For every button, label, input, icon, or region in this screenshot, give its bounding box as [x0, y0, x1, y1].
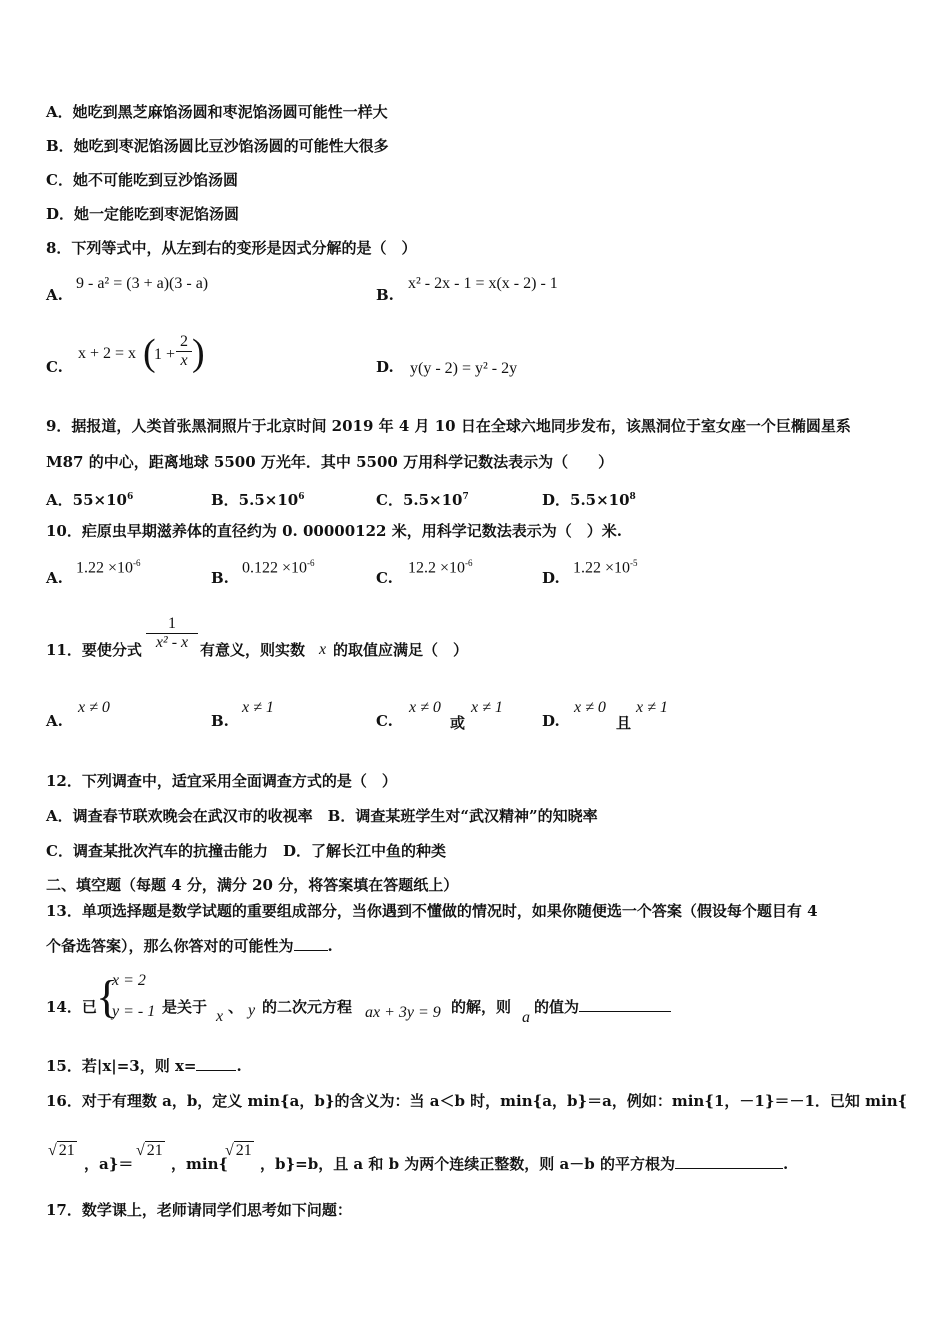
q8-c-label: C.	[46, 358, 63, 376]
q9-line1: 9．据报道，人类首张黑洞照片于北京时间 2019 年 4 月 10 日在全球六地同步发布，该黑洞位于室女座一个巨椭圆星系	[46, 417, 851, 435]
q17-stem: 17．数学课上，老师请同学们思考如下问题：	[46, 1201, 352, 1219]
q15: 15．若|x|=3，则 x= .	[46, 1057, 242, 1075]
q16-line1: 16．对于有理数 a，b，定义 min{a，b}的含义为：当 a＜b 时，min{a，b}＝a，例如：min{1，－1}＝－1．已知 min{	[46, 1092, 908, 1110]
q14-t2: 的二次元方程	[262, 998, 353, 1016]
q14-brace: {	[96, 971, 119, 1022]
q10-b-label: B.	[211, 569, 229, 587]
q11-fraction	[146, 615, 198, 652]
q11-den: x² - x	[146, 633, 198, 652]
q14-eq: ax + 3y = 9	[365, 1004, 441, 1021]
q8-c-num: 2	[180, 333, 188, 350]
q11-b-expr: x ≠ 1	[242, 699, 274, 716]
q11-d-expr1: x ≠ 0	[574, 699, 606, 716]
q10-d-val: $1.22 \times 10^{-5}$	[573, 558, 638, 577]
q11-var: x	[319, 641, 327, 658]
q14-v2: y	[248, 1002, 256, 1019]
q10-c-label: C.	[376, 569, 393, 587]
q8-c-one: 1 +	[154, 346, 176, 363]
q11-c-expr2: x ≠ 1	[471, 699, 503, 716]
q14-t1: 是关于	[162, 998, 208, 1016]
q11-num: 1	[168, 615, 176, 632]
q10-a-val: $1.22 \times 10^{-6}$	[76, 558, 141, 577]
q9-option-d: D．$5.5\times 10^8$	[542, 491, 636, 509]
q12-stem: 12．下列调查中，适宜采用全面调查方式的是（ ）	[46, 772, 397, 790]
q13-line1: 13．单项选择题是数学试题的重要组成部分，当你遇到不懂做的情况时，如果你随便选一个答案（假设每个题目有 4	[46, 902, 818, 920]
q14-v1: x	[216, 1008, 224, 1025]
q11-a-expr: x ≠ 0	[78, 699, 110, 716]
q14-eq2: y = - 1	[112, 1003, 156, 1020]
q8-a-label: A.	[46, 286, 63, 304]
q14-sep: 、	[228, 998, 244, 1016]
q10-d-label: D.	[542, 569, 560, 587]
q9-line2: M87 的中心，距离地球 5500 万光年．其中 5500 万用科学记数法表示为（ ）	[46, 453, 614, 471]
q11-c-label: C.	[376, 712, 393, 730]
q16-sqrt-2-rad: 21	[146, 1142, 163, 1159]
q12-options-cd: C．调查某批次汽车的抗撞击能力 D．了解长江中鱼的种类	[46, 842, 446, 860]
q9-option-b: B．$5.5\times 10^6$	[211, 491, 305, 509]
q14-answer-blank[interactable]	[579, 997, 671, 1012]
q12-options-ab: A．调查春节联欢晚会在武汉市的收视率 B．调查某班学生对“武汉精神”的知晓率	[46, 807, 598, 825]
q13-line2: 个备选答案），那么你答对的可能性为 .	[46, 937, 333, 955]
q11-d-expr2: x ≠ 1	[636, 699, 668, 716]
q7-option-d: D．她一定能吃到枣泥馅汤圆	[46, 205, 240, 223]
section-2-heading: 二、填空题（每题 4 分，满分 20 分，将答案填在答题纸上）	[46, 876, 459, 894]
q11-pre: 11．要使分式	[46, 641, 142, 659]
q8-c-fraction	[176, 333, 192, 370]
q9-option-a: A．$55\times 10^6$	[46, 491, 134, 509]
q9-option-c: C．$5.5\times 10^7$	[376, 491, 469, 509]
q16-sqrt-1: √ 21	[48, 1142, 75, 1159]
q11-d-conj: 且	[616, 714, 632, 732]
q14-t3: 的解，则	[451, 998, 512, 1016]
q16-sqrt-2: √ 21	[136, 1142, 163, 1159]
q11-d-label: D.	[542, 712, 560, 730]
q14-eq1: x = 2	[112, 972, 146, 989]
q8-d-expr: y(y - 2) = y² - 2y	[410, 360, 518, 377]
q8-c-rparen: )	[192, 332, 205, 374]
q8-b-expr: x² - 2x - 1 = x(x - 2) - 1	[408, 275, 558, 292]
q16-answer-blank[interactable]	[675, 1154, 783, 1169]
q8-a-expr: 9 - a² = (3 + a)(3 - a)	[76, 275, 209, 292]
q11-post: 的取值应满足（ ）	[333, 641, 469, 659]
q8-c-den: x	[176, 351, 192, 370]
q7-option-c: C．她不可能吃到豆沙馅汤圆	[46, 171, 238, 189]
q16-sqrt-3: √ 21	[225, 1142, 252, 1159]
q10-a-label: A.	[46, 569, 63, 587]
q14-v3: a	[522, 1009, 530, 1026]
q8-c-left: x + 2 = x	[78, 345, 137, 362]
q10-stem: 10．疟原虫早期滋养体的直径约为 0. 00000122 米，用科学记数法表示为（ ）米.	[46, 522, 622, 540]
q10-b-val: $0.122 \times 10^{-6}$	[242, 558, 315, 577]
q10-c-val: $12.2 \times 10^{-6}$	[408, 558, 473, 577]
q8-stem: 8．下列等式中，从左到右的变形是因式分解的是（ ）	[46, 239, 417, 257]
q15-answer-blank[interactable]	[196, 1056, 236, 1071]
q7-option-a: A．她吃到黑芝麻馅汤圆和枣泥馅汤圆可能性一样大	[46, 103, 388, 121]
q11-a-label: A.	[46, 712, 63, 730]
q8-d-label: D.	[376, 358, 394, 376]
q8-b-label: B.	[376, 286, 394, 304]
q16-part3: ，b}=b，且 a 和 b 为两个连续正整数，则 a－b 的平方根为 .	[260, 1155, 789, 1173]
q14-pre: 14．已	[46, 998, 97, 1016]
q16-part2: ，min{	[171, 1155, 229, 1173]
q14-t4: 的值为	[534, 997, 671, 1017]
q16-sqrt-3-rad: 21	[235, 1142, 252, 1159]
q11-b-label: B.	[211, 712, 229, 730]
q16-sqrt-1-rad: 21	[58, 1142, 75, 1159]
q8-c-lparen: (	[143, 332, 156, 374]
q11-c-conj: 或	[450, 714, 466, 732]
q13-answer-blank[interactable]	[294, 936, 328, 951]
q16-part1: ，a}＝	[84, 1155, 134, 1173]
q11-c-expr1: x ≠ 0	[409, 699, 441, 716]
q7-option-b: B．她吃到枣泥馅汤圆比豆沙馅汤圆的可能性大很多	[46, 137, 389, 155]
q11-mid: 有意义，则实数	[200, 641, 306, 659]
